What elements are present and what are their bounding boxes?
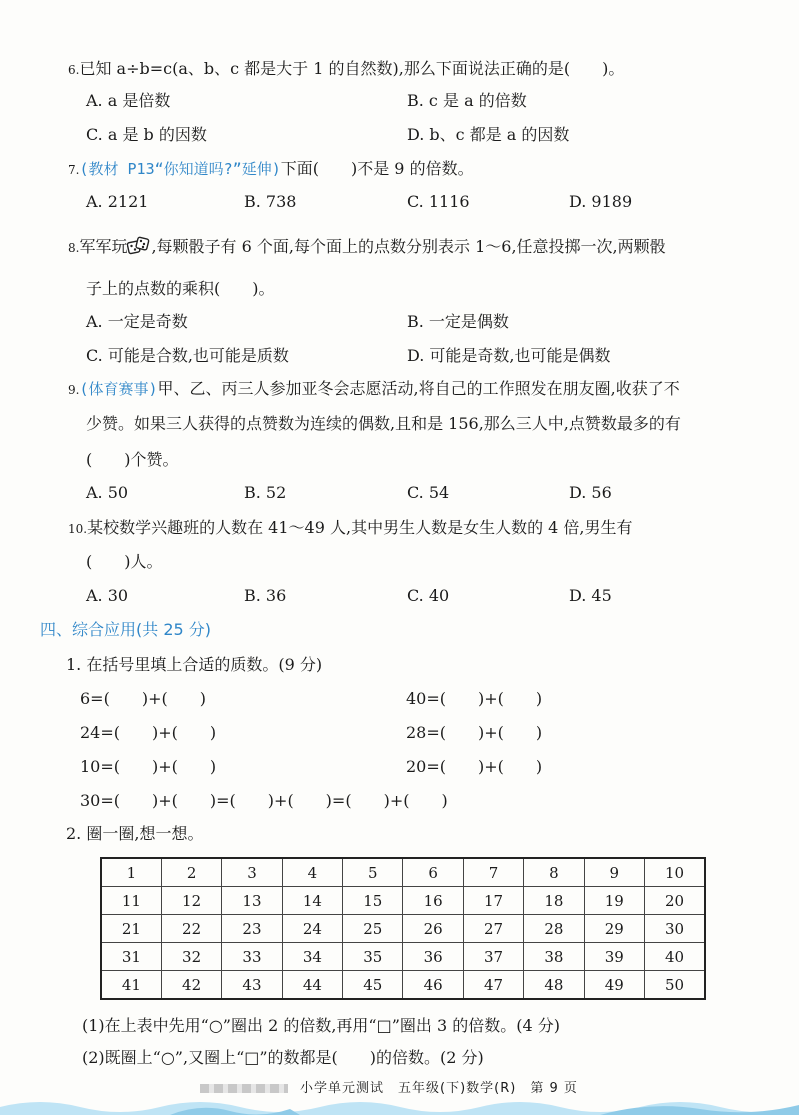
option-c: C. 可能是合数,也可能是质数 <box>86 346 289 365</box>
grid-cell: 25 <box>343 915 403 943</box>
question-stem: 甲、乙、丙三人参加亚冬会志愿活动,将自己的工作照发在朋友圈,收获了不 <box>157 379 680 398</box>
grid-cell: 31 <box>101 943 161 971</box>
grid-cell: 35 <box>343 943 403 971</box>
grid-cell: 46 <box>403 971 463 1000</box>
grid-cell: 8 <box>524 858 584 887</box>
grid-row <box>101 943 705 971</box>
page-footer: 小学单元测试 五年级(下)数学(R) 第 9 页 <box>300 1081 578 1096</box>
problem-1-title: 1. 在括号里填上合适的质数。(9 分) <box>66 655 323 674</box>
grid-cell: 16 <box>403 887 463 915</box>
grid-cell: 15 <box>343 887 403 915</box>
question-number: 9. <box>68 383 80 397</box>
option-d: D. 56 <box>569 483 612 502</box>
grid-cell: 13 <box>222 887 282 915</box>
grid-cell: 30 <box>645 915 705 943</box>
question-number: 7. <box>68 163 80 177</box>
option-d: D. 9189 <box>569 192 633 211</box>
grid-cell: 5 <box>343 858 403 887</box>
section-title: 四、综合应用(共 25 分) <box>40 620 212 639</box>
grid-cell: 7 <box>463 858 523 887</box>
grid-cell: 3 <box>222 858 282 887</box>
grid-cell: 11 <box>101 887 161 915</box>
grid-cell: 20 <box>645 887 705 915</box>
grid-cell: 44 <box>282 971 342 1000</box>
question-stem: 已知 a÷b=c(a、b、c 都是大于 1 的自然数),那么下面说法正确的是( )。 <box>79 59 625 78</box>
grid-cell: 1 <box>101 858 161 887</box>
grid-cell: 29 <box>584 915 644 943</box>
grid-cell: 43 <box>222 971 282 1000</box>
grid-cell: 33 <box>222 943 282 971</box>
option-a: A. 30 <box>86 586 129 605</box>
grid-cell: 18 <box>524 887 584 915</box>
grid-cell: 48 <box>524 971 584 1000</box>
equation: 10=( )+( ) <box>80 757 217 776</box>
option-b: B. 738 <box>244 192 297 211</box>
grid-cell: 40 <box>645 943 705 971</box>
question-9 <box>68 378 680 401</box>
question-stem-cont: 子上的点数的乘积( )。 <box>86 279 275 298</box>
problem-2-title: 2. 圈一圈,想一想。 <box>66 824 204 843</box>
grid-cell: 9 <box>584 858 644 887</box>
source-tag: (教材 P13“你知道吗?”延伸) <box>79 160 281 178</box>
grid-cell: 14 <box>282 887 342 915</box>
wave-decoration <box>0 1095 799 1115</box>
grid-row <box>101 971 705 1000</box>
equation: 40=( )+( ) <box>406 689 543 708</box>
option-a: A. 2121 <box>86 192 149 211</box>
grid-cell: 2 <box>161 858 221 887</box>
grid-cell: 47 <box>463 971 523 1000</box>
grid-cell: 36 <box>403 943 463 971</box>
option-d: D. 可能是奇数,也可能是偶数 <box>407 346 611 365</box>
grid-cell: 26 <box>403 915 463 943</box>
grid-row <box>101 887 705 915</box>
grid-cell: 45 <box>343 971 403 1000</box>
equation: 24=( )+( ) <box>80 723 217 742</box>
grid-cell: 22 <box>161 915 221 943</box>
grid-cell: 17 <box>463 887 523 915</box>
option-b: B. 36 <box>244 586 287 605</box>
grid-cell: 10 <box>645 858 705 887</box>
option-c: C. 54 <box>407 483 450 502</box>
option-c: C. 1116 <box>407 192 470 211</box>
equation: 30=( )+( )=( )+( )=( )+( ) <box>80 791 448 810</box>
question-stem-start: 军军玩 <box>79 237 128 256</box>
question-stem-cont: ( )人。 <box>86 552 163 571</box>
grid-cell: 23 <box>222 915 282 943</box>
grid-cell: 32 <box>161 943 221 971</box>
option-d: D. 45 <box>569 586 612 605</box>
grid-cell: 27 <box>463 915 523 943</box>
question-7 <box>68 158 474 181</box>
grid-cell: 12 <box>161 887 221 915</box>
grid-cell: 34 <box>282 943 342 971</box>
grid-cell: 37 <box>463 943 523 971</box>
question-stem-cont: 少赞。如果三人获得的点赞数为连续的偶数,且和是 156,那么三人中,点赞数最多的有 <box>86 414 681 433</box>
question-6 <box>68 58 624 81</box>
equation: 6=( )+( ) <box>80 689 206 708</box>
grid-cell: 4 <box>282 858 342 887</box>
option-d: D. b、c 都是 a 的因数 <box>407 125 570 144</box>
grid-cell: 41 <box>101 971 161 1000</box>
option-a: A. a 是倍数 <box>86 91 171 110</box>
question-number: 8. <box>68 241 80 255</box>
grid-cell: 6 <box>403 858 463 887</box>
grid-cell: 39 <box>584 943 644 971</box>
question-stem: ,每颗骰子有 6 个面,每个面上的点数分别表示 1～6,任意投掷一次,两颗骰 <box>151 237 666 256</box>
option-a: A. 一定是奇数 <box>86 312 188 331</box>
topic-tag: (体育赛事) <box>79 380 158 398</box>
grid-cell: 21 <box>101 915 161 943</box>
sub-question-1: (1)在上表中先用“○”圈出 2 的倍数,再用“□”圈出 3 的倍数。(4 分) <box>82 1016 561 1035</box>
question-8 <box>68 236 666 259</box>
grid-cell: 50 <box>645 971 705 1000</box>
dice-icon <box>127 236 151 256</box>
grid-cell: 19 <box>584 887 644 915</box>
grid-cell: 24 <box>282 915 342 943</box>
question-stem-cont: ( )个赞。 <box>86 450 179 469</box>
grid-cell: 38 <box>524 943 584 971</box>
number-grid <box>100 857 706 1000</box>
option-b: B. 一定是偶数 <box>407 312 509 331</box>
option-c: C. a 是 b 的因数 <box>86 125 207 144</box>
grid-cell: 28 <box>524 915 584 943</box>
grid-cell: 49 <box>584 971 644 1000</box>
grid-cell: 42 <box>161 971 221 1000</box>
question-number: 6. <box>68 63 80 77</box>
option-b: B. c 是 a 的倍数 <box>407 91 527 110</box>
question-10 <box>68 517 633 540</box>
option-b: B. 52 <box>244 483 287 502</box>
equation: 20=( )+( ) <box>406 757 543 776</box>
question-number: 10. <box>68 522 88 536</box>
grid-row <box>101 858 705 887</box>
sub-question-2: (2)既圈上“○”,又圈上“□”的数都是( )的倍数。(2 分) <box>82 1048 484 1067</box>
question-stem: 下面( )不是 9 的倍数。 <box>280 159 474 178</box>
question-stem: 某校数学兴趣班的人数在 41～49 人,其中男生人数是女生人数的 4 倍,男生有 <box>87 518 633 537</box>
option-c: C. 40 <box>407 586 450 605</box>
option-a: A. 50 <box>86 483 129 502</box>
equation: 28=( )+( ) <box>406 723 543 742</box>
grid-row <box>101 915 705 943</box>
blurred-watermark <box>200 1084 288 1093</box>
